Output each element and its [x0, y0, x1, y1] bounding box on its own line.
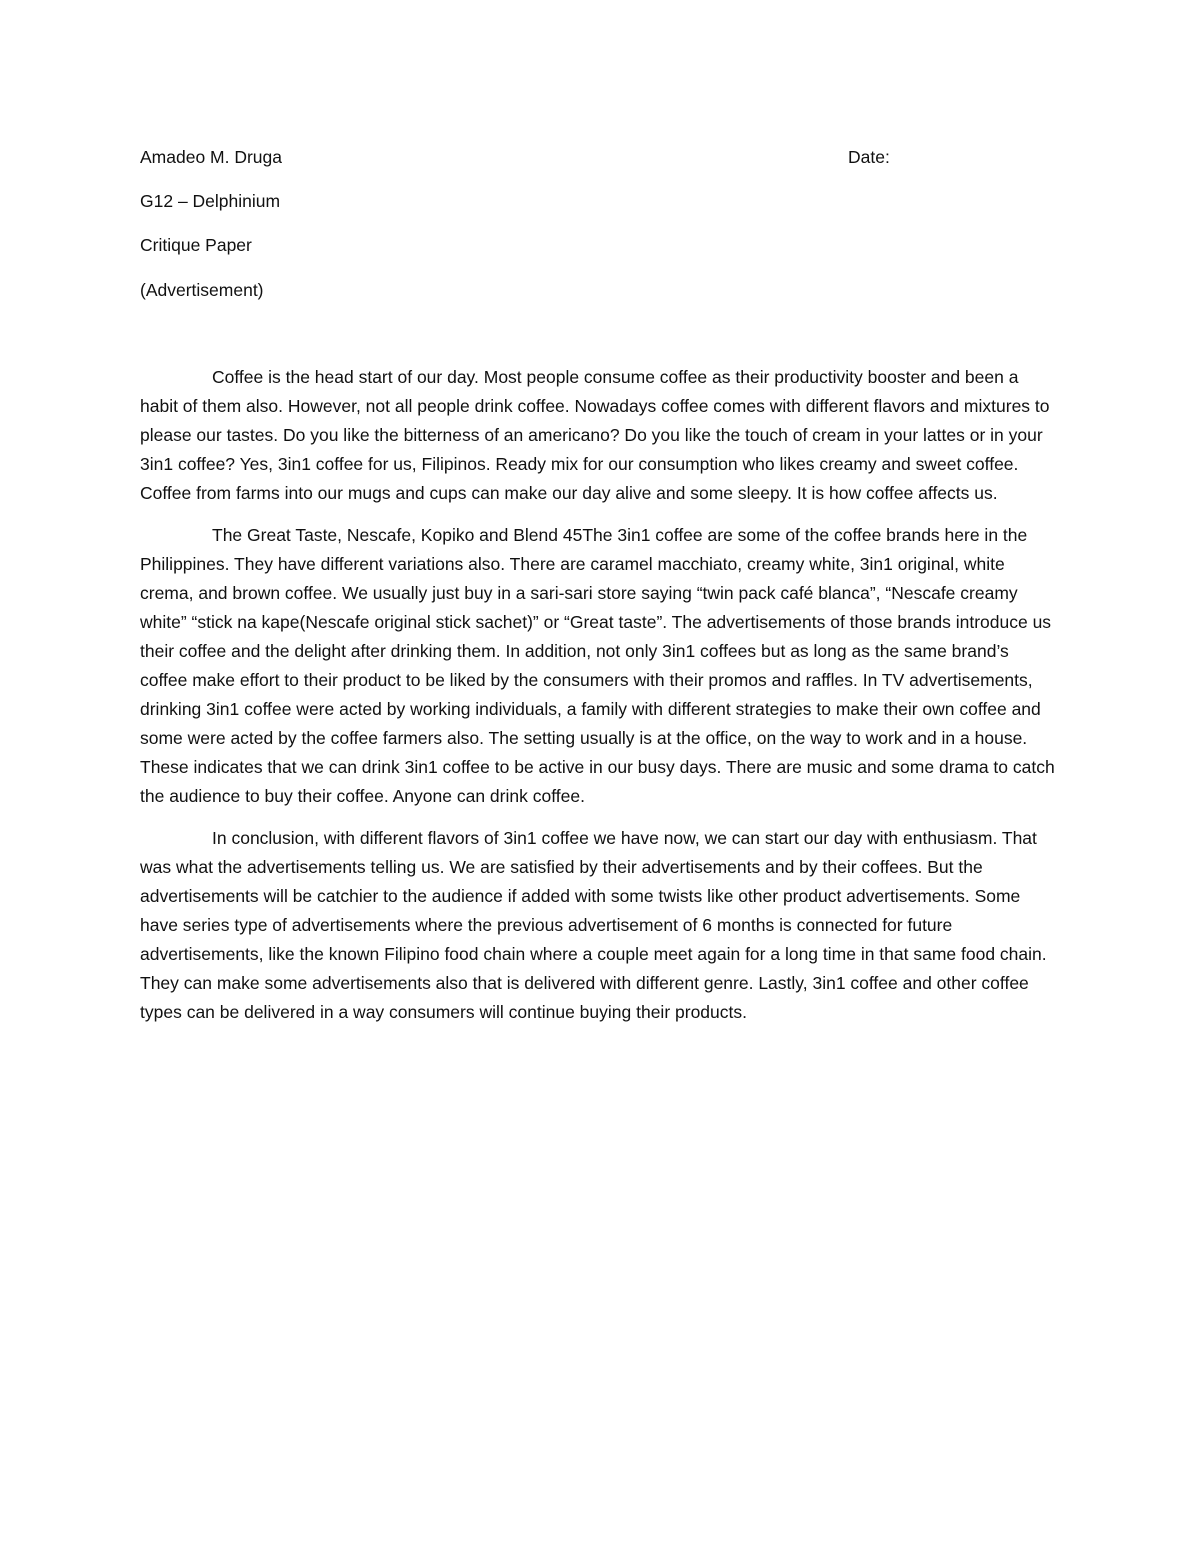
- paragraph-brands: The Great Taste, Nescafe, Kopiko and Blend 45The 3in1 coffee are some of the coffee brands here in the Philippines. They have different variations also. There are caramel macchiato, creamy white, 3in1 original, white crema, and brown coffee. We usually just buy in a sari-sari store saying “twin pack café blanca”, “Nescafe creamy white” “stick na kape(Nescafe original stick sachet)” or “Great taste”. The advertisements of those brands introduce us their coffee and the delight after drinking them. In addition, not only 3in1 coffees but as long as the same brand’s coffee make effort to their product to be liked by the consumers with their promos and raffles. In TV advertisements, drinking 3in1 coffee were acted by working individuals, a family with different strategies to make their own coffee and some were acted by the coffee farmers also. The setting usually is at the office, on the way to work and in a house. These indicates that we can drink 3in1 coffee to be active in our busy days. There are music and some drama to catch the audience to buy their coffee. Anyone can drink coffee.: [140, 525, 1055, 806]
- paragraph-conclusion: In conclusion, with different flavors of 3in1 coffee we have now, we can start our day with enthusiasm. That was what the advertisements telling us. We are satisfied by their advertisements and by their coffees. But the advertisements will be catchier to the audience if added with some twists like other product advertisements. Some have series type of advertisements where the previous advertisement of 6 months is connected for future advertisements, like the known Filipino food chain where a couple meet again for a long time in that same food chain. They can make some advertisements also that is delivered with different genre. Lastly, 3in1 coffee and other coffee types can be delivered in a way consumers will continue buying their products.: [140, 828, 1047, 1022]
- paragraph-intro: Coffee is the head start of our day. Most people consume coffee as their productivity booster and been a habit of them also. However, not all people drink coffee. Nowadays coffee comes with different flavors and mixtures to please our tastes. Do you like the bitterness of an americano? Do you like the touch of cream in your lattes or in your 3in1 coffee? Yes, 3in1 coffee for us, Filipinos. Ready mix for our consumption who likes creamy and sweet coffee. Coffee from farms into our mugs and cups can make our day alive and some sleepy. It is how coffee affects us.: [140, 367, 1050, 503]
- author-name: Amadeo M. Druga: [140, 147, 283, 167]
- document-subject: (Advertisement): [140, 280, 264, 300]
- section-name: G12 – Delphinium: [140, 191, 281, 211]
- document-body: [140, 363, 1060, 1040]
- document-type: Critique Paper: [140, 235, 252, 255]
- date-label: Date:: [848, 147, 890, 167]
